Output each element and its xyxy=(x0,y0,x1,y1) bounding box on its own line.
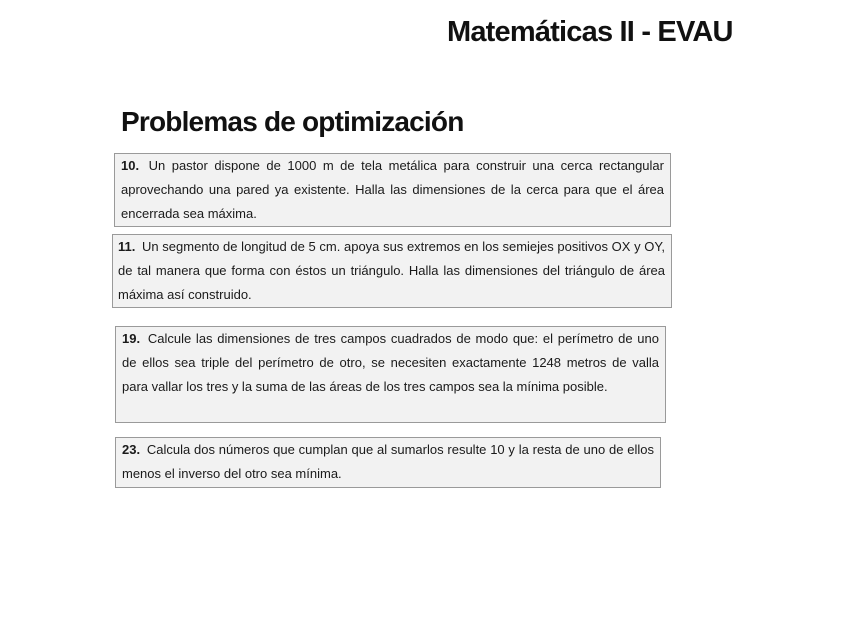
problem-text: Un pastor dispone de 1000 m de tela metálica para construir una cerca rectangular aprovechando una pared ya existente. Halla las dimensiones de la cerca para que el área encerrada sea máxima. xyxy=(121,158,664,221)
problem-text: Calcula dos números que cumplan que al sumarlos resulte 10 y la resta de uno de ellos menos el inverso del otro sea mínima. xyxy=(122,442,654,481)
problem-number: 10. xyxy=(121,158,140,173)
problem-text: Calcule las dimensiones de tres campos cuadrados de modo que: el perímetro de uno de ellos sea triple del perímetro de otro, se necesiten exactamente 1248 metros de valla para vallar los tres y la suma de las áreas de los tres campos sea la mínima posible. xyxy=(122,331,659,394)
problem-paragraph xyxy=(122,327,659,399)
problem-card-19 xyxy=(115,326,666,423)
problem-paragraph xyxy=(122,438,654,486)
problem-text: Un segmento de longitud de 5 cm. apoya sus extremos en los semiejes positivos OX y OY, de tal manera que forma con éstos un triángulo. Halla las dimensiones del triángulo de área máxima así construido. xyxy=(118,239,665,302)
problem-number: 23. xyxy=(122,442,141,457)
problem-card-23 xyxy=(115,437,661,488)
problem-card-11 xyxy=(112,234,672,308)
problem-card-10 xyxy=(114,153,671,227)
problem-number: 19. xyxy=(122,331,141,346)
page-header-title: Matemáticas II - EVAU xyxy=(447,16,733,48)
problem-number: 11. xyxy=(118,239,136,254)
section-title: Problemas de optimización xyxy=(121,106,464,137)
problem-paragraph xyxy=(118,235,665,307)
problem-paragraph xyxy=(121,154,664,226)
